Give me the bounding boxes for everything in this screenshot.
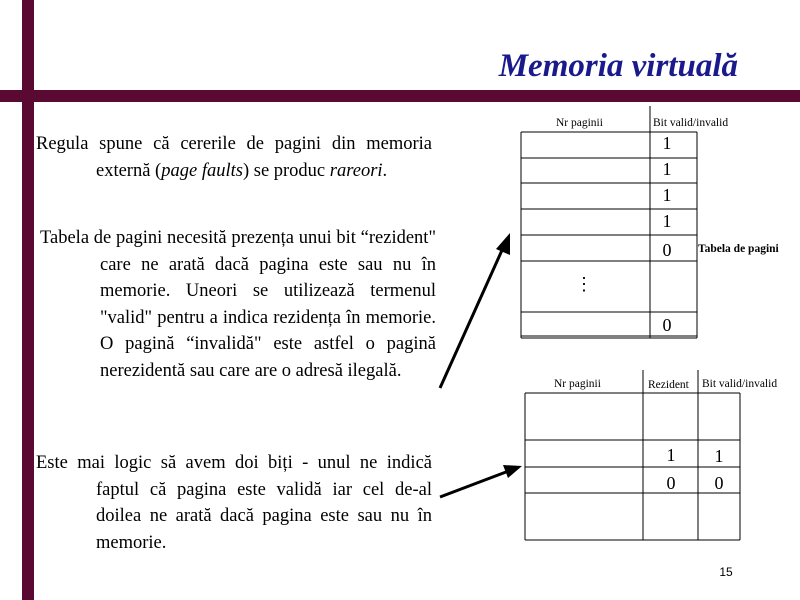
p1-text-e: . xyxy=(382,160,388,181)
table2-header-resident: Rezident xyxy=(648,379,689,391)
table2-valid-row2: 0 xyxy=(714,473,724,493)
table1-header-valid-bit: Bit valid/invalid xyxy=(653,117,729,129)
paragraph-resident-bit: Tabela de pagini necesită prezența unui bit “rezident" care ne arată dacă pagina este sau nu în memorie. Uneori se utilizează termenul "valid" pentru a indica rezidența în memorie. O pagină “invalidă" este astfel o pagină nerezidentă sau care are o adresă ilegală. xyxy=(40,228,436,381)
p1-italic-page-faults: page faults xyxy=(161,160,243,181)
table1-ellipsis: ⋮ xyxy=(575,274,593,294)
table1-bit-row5: 0 xyxy=(662,240,672,260)
p1-text-c: ) se produc xyxy=(242,160,330,181)
table1-bit-row4: 1 xyxy=(662,211,672,231)
table1-bit-row3: 1 xyxy=(662,185,672,205)
table2-resident-row2: 0 xyxy=(666,473,676,493)
table2-header-valid-bit: Bit valid/invalid xyxy=(702,378,778,390)
table2-header-page-number: Nr paginii xyxy=(554,378,601,390)
paragraph-two-bits: Este mai logic să avem doi biți - unul ne indică faptul că pagina este validă iar cel de-al doilea ne arată dacă pagina este sau nu în memorie. xyxy=(36,453,432,553)
table1-bit-row1: 1 xyxy=(662,133,672,153)
p1-italic-rareori: rareori xyxy=(329,160,383,181)
table2-valid-row1: 1 xyxy=(714,446,724,466)
p1-text-a: Regula spune că cererile de pagini din memoria externă ( xyxy=(36,134,432,181)
table1-caption: Tabela de pagini xyxy=(698,243,779,255)
table1-bit-row-last: 0 xyxy=(662,315,672,335)
slide-title: Memoria virtuală xyxy=(498,48,738,84)
table1-header-page-number: Nr paginii xyxy=(556,117,603,129)
arrow-to-table-1 xyxy=(440,233,510,388)
arrow-to-table-2 xyxy=(440,465,522,497)
page-number: 15 xyxy=(719,565,733,579)
table1-bit-row2: 1 xyxy=(662,159,672,179)
table2-resident-row1: 1 xyxy=(666,445,676,465)
